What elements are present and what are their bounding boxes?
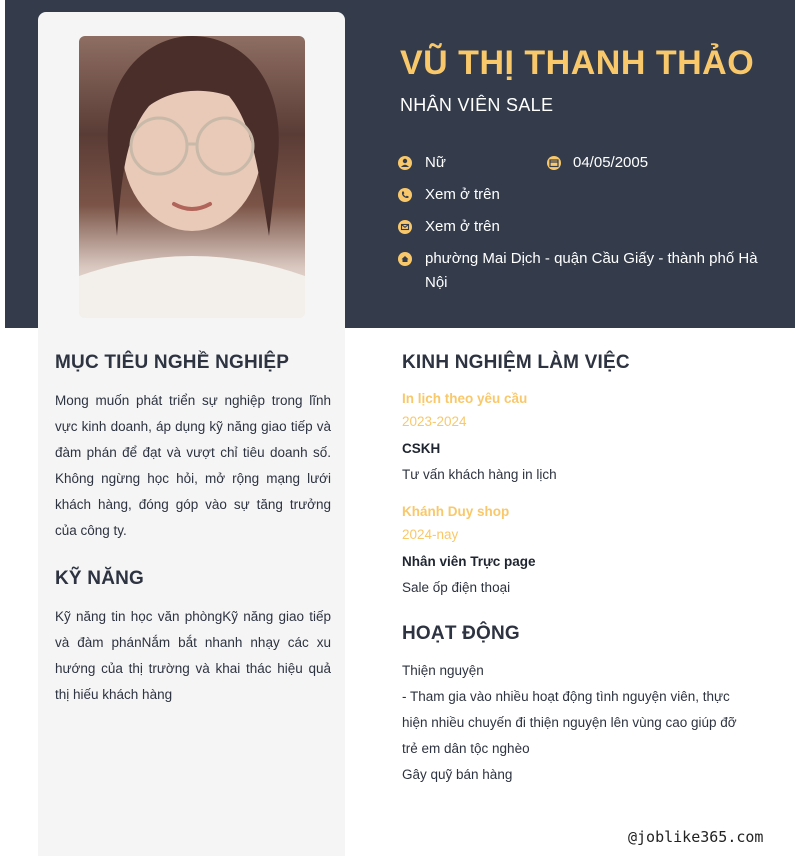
experience-item (402, 501, 762, 601)
activities-heading: HOẠT ĐỘNG (402, 623, 520, 644)
phone-value: Xem ở trên (425, 186, 500, 203)
mail-icon (398, 220, 412, 234)
objective-heading: MỤC TIÊU NGHỀ NGHIỆP (55, 352, 290, 373)
phone-icon (398, 188, 412, 202)
experience-company: Khánh Duy shop (402, 504, 510, 519)
candidate-title: NHÂN VIÊN SALE (400, 95, 554, 115)
calendar-icon (546, 156, 560, 170)
home-icon (398, 252, 412, 266)
gender-value: Nữ (425, 154, 446, 171)
gender-row (398, 151, 446, 175)
email-row (398, 215, 500, 239)
experience-period: 2024-nay (402, 527, 459, 542)
email-value: Xem ở trên (425, 218, 500, 235)
birthdate-row (546, 151, 648, 175)
candidate-name: VŨ THỊ THANH THẢO (400, 44, 755, 82)
experience-position: Nhân viên Trực page (402, 554, 536, 569)
skills-heading: KỸ NĂNG (55, 568, 145, 589)
activities-list (402, 658, 750, 788)
skills-text: Kỹ năng tin học văn phòngKỹ năng giao tiếp và đàm phánNắm bắt nhanh nhạy các xu hướng của thị trường và khai thác hiệu quả thị hiếu khách hàng (55, 609, 331, 702)
experience-description: Tư vấn khách hàng in lịch (402, 467, 557, 482)
objective-text: Mong muốn phát triển sự nghiệp trong lĩnh vực kinh doanh, áp dụng kỹ năng giao tiếp và đàm phán để đạt và vượt chỉ tiêu doanh số. Không ngừng học hỏi, mở rộng mạng lưới khách hàng, đóng góp vào sự tăng trưởng của công ty. (55, 393, 331, 538)
address-row (398, 247, 758, 295)
birthdate-value: 04/05/2005 (573, 154, 649, 171)
experience-period: 2023-2024 (402, 414, 467, 429)
activity-line: - Tham gia vào nhiều hoạt động tình nguyện viên, thực hiện nhiều chuyến đi thiện nguyện lên vùng cao giúp đỡ trẻ em dân tộc nghèo (402, 689, 737, 756)
experience-position: CSKH (402, 441, 441, 456)
address-value: phường Mai Dịch - quận Cầu Giấy - thành phố Hà Nội (425, 250, 758, 291)
activity-line: Thiện nguyện (402, 663, 484, 678)
experience-heading: KINH NGHIỆM LÀM VIỆC (402, 352, 630, 373)
watermark: @joblike365.com (628, 828, 764, 846)
experience-company: In lịch theo yêu cầu (402, 391, 528, 406)
activity-line: Gây quỹ bán hàng (402, 767, 513, 782)
experience-description: Sale ốp điện thoại (402, 580, 511, 595)
profile-photo (79, 36, 305, 318)
phone-row (398, 183, 500, 207)
experience-item (402, 388, 762, 488)
user-icon (398, 156, 412, 170)
